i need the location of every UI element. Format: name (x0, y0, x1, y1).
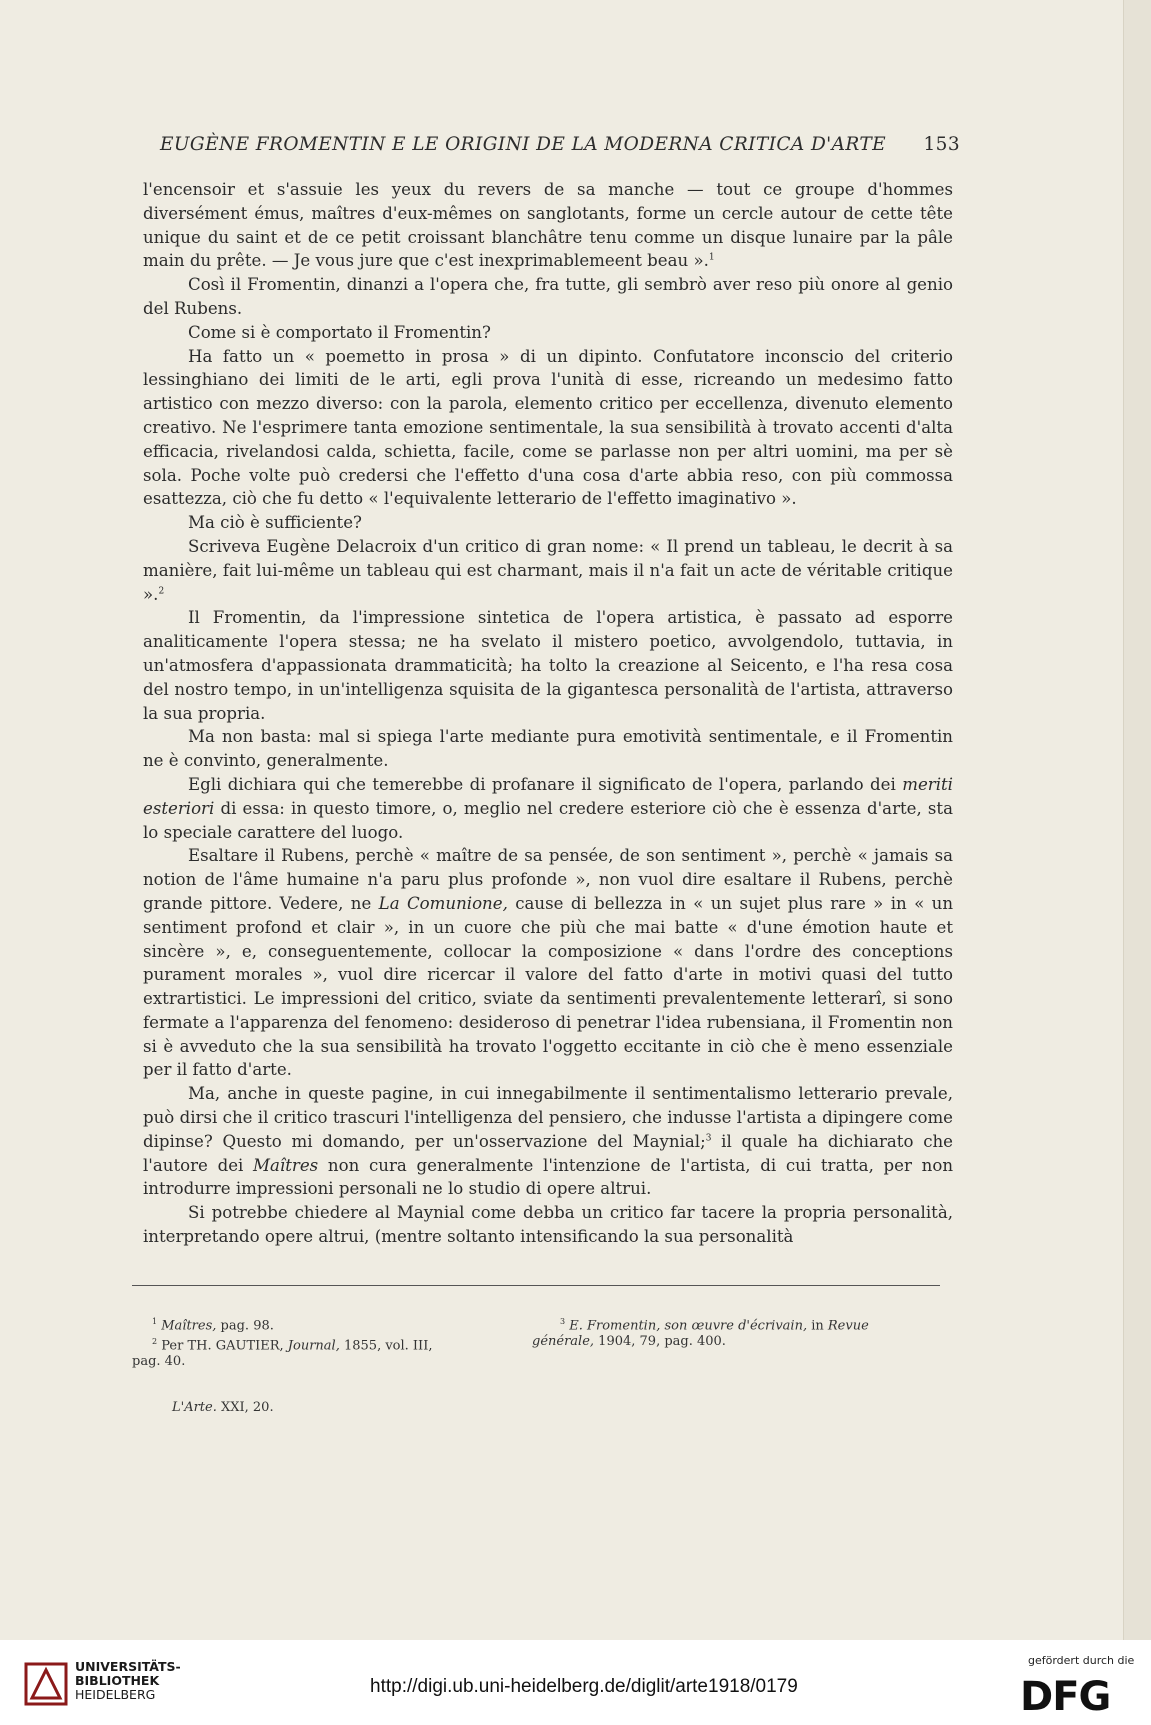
body-text (143, 178, 953, 1249)
page-edge (1123, 0, 1151, 1640)
paragraph-text: cause di bellezza in « un sujet plus rare » in « un sentiment profond et clair », in un cuore che più che mai batte « d'une émotion haute et sincère », e, conseguentemente, collocar la composizione « dans l'ordre des conceptions purament morales », vuol dire ricercar il valore del fatto d'arte in motivi quasi del tutto extrartistici. Le impressioni del critico, sviate da sentimenti prevalentemente letterarî, si sono fermate a l'apparenza del fenomeno: desideroso di penetrar l'idea rubensiana, il Fromentin non si è avveduto che la sua sensibilità ha trovato l'oggetto eccitante in ciò che è meno essenziale per il fatto d'arte. (143, 893, 954, 1080)
signature-issue: XXI, 20. (221, 1400, 274, 1415)
running-title: EUGÈNE FROMENTIN E LE ORIGINI DE LA MODERNA CRITICA D'ARTE (160, 134, 887, 155)
paragraph: Il Fromentin, da l'impressione sintetica de l'opera artistica, è passato ad esporre analiticamente l'opera stessa; ne ha svelato il mistero poetico, avvolgendolo, tuttavia, in un'atmosfera d'appassionata drammaticità; ha tolto la creazione al Seicento, e l'ha resa cosa del nostro tempo, in un'intelligenza squisita de la gigantesca personalità de l'artista, attraverso la sua propria. (143, 608, 953, 723)
footnote-title: Maîtres, (161, 1318, 217, 1334)
italic-title: Maîtres (253, 1155, 319, 1175)
paragraph-text: Ma, anche in queste pagine, in cui innegabilmente il sentimentalismo letterario prevale, può dirsi che il critico trascuri l'intelligenza del pensiero, che indusse l'artista a dipingere come dipinse? Questo mi domando, per un'osservazione del Maynial; (143, 1084, 953, 1151)
paragraph: Ma ciò è sufficiente? (188, 513, 362, 533)
paragraph: Come si è comportato il Fromentin? (188, 322, 491, 342)
footnote-text: pag. 98. (220, 1318, 274, 1334)
running-head (160, 134, 960, 155)
page-number: 153 (923, 134, 960, 155)
italic-phrase: meriti esteriori (143, 774, 953, 818)
paragraph-text: il quale ha dichiarato che l'autore dei (143, 1131, 953, 1175)
footnote-ref: 2 (158, 586, 165, 597)
footnote-journal: Revue (827, 1318, 869, 1334)
paragraph (143, 773, 953, 844)
paragraph (143, 535, 953, 606)
footnote-mark: 2 (152, 1337, 158, 1346)
paragraph-text: non cura generalmente l'intenzione de l'artista, di cui tratta, per non introdurre impressioni personali ne lo studio di opere altrui. (143, 1155, 954, 1199)
paragraph (143, 178, 953, 273)
footnote-text: in (811, 1318, 824, 1334)
footnote-ref: 3 (705, 1133, 712, 1144)
paragraph: Così il Fromentin, dinanzi a l'opera che, fra tutte, gli sembrò aver reso più onore al genio del Rubens. (143, 275, 953, 318)
footnote-mark: 1 (152, 1317, 158, 1326)
footnote-mark: 3 (560, 1317, 566, 1326)
paragraph-text: di essa: in questo timore, o, meglio nel credere esteriore ciò che è essenza d'arte, sta lo speciale carattere del luogo. (143, 798, 953, 842)
footnote-journal: générale, (532, 1334, 595, 1349)
signature-mark (172, 1400, 274, 1415)
paragraph-text: Esaltare il Rubens, perchè « maître de sa pensée, de son sentiment », perchè « jamais sa notion de l'âme humaine n'a paru plus profonde », non vuol dire esaltare il Rubens, perchè grande pittore. Vedere, ne (143, 846, 953, 913)
paragraph-text: l'encensoir et s'assuie les yeux du revers de sa manche — tout ce groupe d'hommes diversément émus, maîtres d'eux-mêmes on sanglotants, forme un cercle autour de cette tête unique du saint et de ce petit croissant blanchâtre tenu comme un disque lunaire par la pâle main du prête. — Je vous jure que c'est inexprimablemeent beau ». (143, 180, 953, 271)
paragraph: Ma non basta: mal si spiega l'arte mediante pura emotività sentimentale, e il Fromentin ne è convinto, generalmente. (143, 727, 953, 771)
footnote-text: 1904, 79, pag. 400. (598, 1334, 726, 1349)
footnote-rule (132, 1285, 940, 1286)
footnote-ref: 1 (708, 252, 715, 263)
paragraph-text: Egli dichiara qui che temerebbe di profanare il significato de l'opera, parlando dei (188, 774, 896, 794)
paragraph (143, 844, 953, 1082)
paragraph: Si potrebbe chiedere al Maynial come debba un critico far tacere la propria personalità, interpretando opere altrui, (mentre soltanto intensificando la sua personalità (143, 1203, 953, 1247)
library-name-line: HEIDELBERG (75, 1687, 156, 1702)
funding-label: gefördert durch die (1028, 1654, 1135, 1667)
library-name-line: BIBLIOTHEK (75, 1673, 160, 1688)
footnote-title: Journal, (287, 1338, 340, 1354)
footnote-title: E. Fromentin, son œuvre d'écrivain, (569, 1318, 808, 1334)
paragraph (143, 1082, 953, 1201)
italic-title: La Comunione, (378, 893, 508, 913)
library-name-line: UNIVERSITÄTS- (75, 1659, 181, 1674)
footnote-3-continuation (532, 1332, 726, 1352)
paragraph-text: Scriveva Eugène Delacroix d'un critico di gran nome: « Il prend un tableau, le decrit à sa manière, fait lui-même un tableau qui est charmant, mais il n'a fait un acte de véritable critique ». (143, 536, 953, 604)
library-name (75, 1660, 181, 1702)
footnote-text: Per TH. GAUTIER, (161, 1338, 284, 1354)
university-library-logo-icon (24, 1662, 68, 1706)
paragraph: Ha fatto un « poemetto in prosa » di un dipinto. Confutatore inconscio del criterio lessinghiano dei limiti de le arti, egli prova l'unità di esse, ricreando un medesimo fatto artistico con mezzo diverso: con la parola, elemento critico per eccellenza, divenuto elemento creativo. Ne l'esprimere tanta emozione sentimentale, la sua sensibilità à trovato accenti d'alta efficacia, rivelandosi calda, schietta, facile, come se parlasse non per altri uomini, ma per sè sola. Poche volte può credersi che l'effetto d'una cosa d'arte abbia reso, con più commossa esattezza, ciò che fu detto « l'equivalente letterario de l'effetto imaginativo ». (143, 346, 953, 509)
source-url-link[interactable]: http://digi.ub.uni-heidelberg.de/diglit/arte1918/0179 (370, 1676, 798, 1697)
footnote-text: 1855, vol. III, (343, 1338, 433, 1354)
footnote-2-continuation: pag. 40. (132, 1354, 186, 1369)
dfg-logo: DFG (1020, 1674, 1111, 1720)
footnote-2 (152, 1332, 432, 1356)
signature-journal: L'Arte. (172, 1400, 217, 1415)
